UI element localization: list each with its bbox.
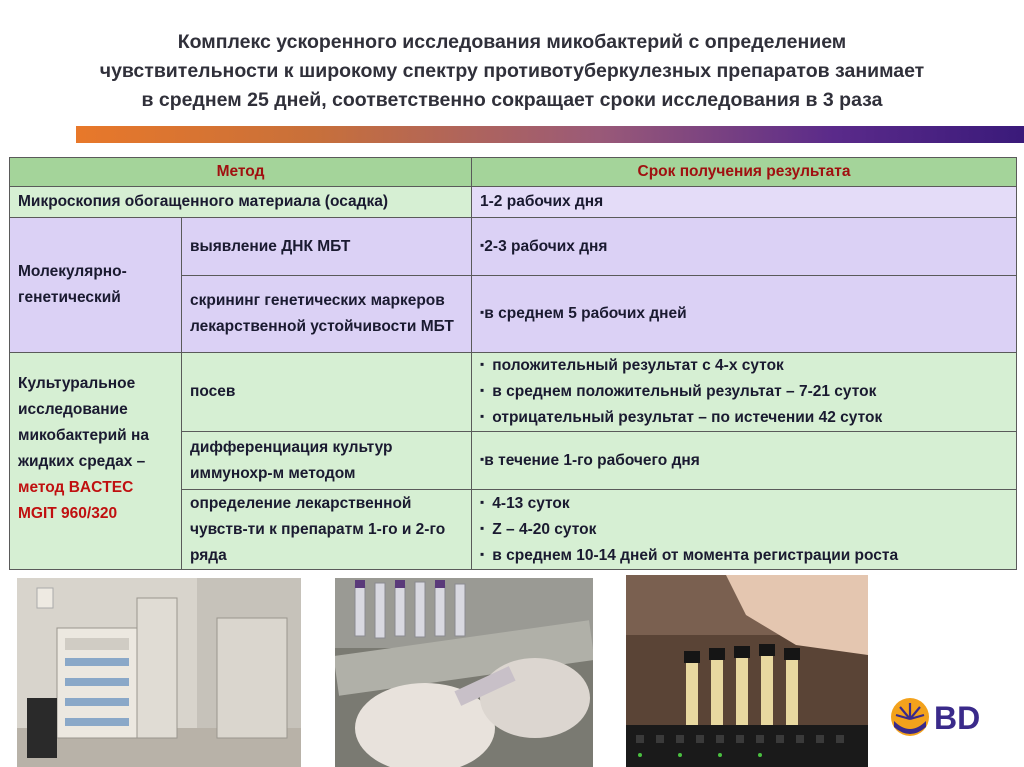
method-cell: посев	[182, 353, 472, 432]
group-culture-method: метод	[18, 479, 65, 496]
term-cell	[472, 218, 1017, 276]
mgit-tubes-photo	[626, 575, 868, 767]
group-culture-text: Культуральное исследование микобактерий на жидких средах –	[18, 375, 149, 470]
bd-logo	[888, 693, 998, 739]
gradient-divider	[76, 126, 1024, 143]
table-row	[10, 218, 1017, 276]
bullet-item: ▪ положительный результат с 4-х суток	[480, 353, 1008, 379]
table-header-row	[10, 158, 1017, 187]
method-cell: выявление ДНК МБТ	[182, 218, 472, 276]
header-method: Метод	[10, 158, 472, 187]
term-cell	[472, 353, 1017, 432]
slide-title	[40, 28, 984, 115]
method-cell: дифференциация культур иммунохр-м методом	[182, 432, 472, 490]
bullet-item: ▪ отрицательный результат – по истечении 42 суток	[480, 405, 1008, 431]
table-row	[10, 353, 1017, 432]
term-cell	[472, 432, 1017, 490]
group-culture-brand: BACTEC MGIT 960/320	[18, 479, 134, 522]
test-tubes-hands-photo	[335, 578, 593, 767]
title-line-3: в среднем 25 дней, соответственно сокращает сроки исследования в 3 раза	[141, 89, 883, 111]
term-cell	[472, 276, 1017, 353]
method-cell: скрининг генетических маркеров лекарственной устойчивости МБТ	[182, 276, 472, 353]
group-cell-molecular: Молекулярно-генетический	[10, 218, 182, 353]
term-cell	[472, 490, 1017, 570]
bullet-item: ▪ в среднем положительный результат – 7-21 суток	[480, 379, 1008, 405]
group-cell-culture	[10, 353, 182, 570]
method-cell: Микроскопия обогащенного материала (осадка)	[10, 187, 472, 218]
term-cell: 1-2 рабочих дня	[472, 187, 1017, 218]
bullet-item: ▪ 4-13 суток	[480, 491, 1008, 517]
results-table	[9, 157, 1017, 570]
bullet-item: ▪ в среднем 10-14 дней от момента регистрации роста	[480, 543, 1008, 569]
bullet-item: ▪ в течение 1-го рабочего дня	[480, 448, 1008, 474]
lab-room-photo	[17, 578, 301, 767]
bullet-item: ▪ 2-3 рабочих дня	[480, 234, 1008, 260]
method-cell: определение лекарственной чувств-ти к препаратм 1-го и 2-го ряда	[182, 490, 472, 570]
bullet-item: ▪ в среднем 5 рабочих дней	[480, 301, 1008, 327]
title-line-1: Комплекс ускоренного исследования микобактерий с определением	[177, 31, 847, 53]
table-row	[10, 187, 1017, 218]
bd-logo-text: BD	[934, 700, 981, 736]
title-line-2: чувствительности к широкому спектру противотуберкулезных препаратов занимает	[99, 60, 925, 82]
bullet-item: ▪ Z – 4-20 суток	[480, 517, 1008, 543]
header-term: Срок получения результата	[472, 158, 1017, 187]
